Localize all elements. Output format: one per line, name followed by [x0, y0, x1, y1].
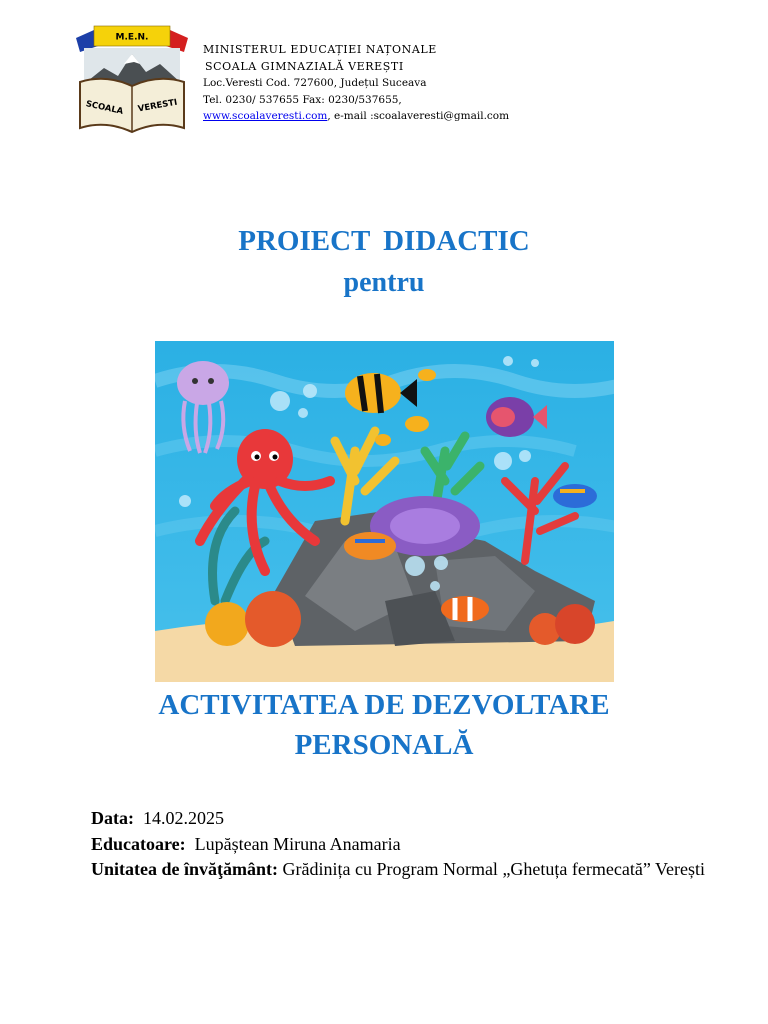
date-label: Data: — [91, 808, 134, 828]
activity-title-line1: ACTIVITATEA DE DEZVOLTARE — [158, 689, 610, 721]
activity-title-line2: PERSONALĂ — [294, 729, 474, 761]
unit-row — [91, 857, 711, 883]
ministry-name: MINISTERUL EDUCAȚIEI NAȚONALE — [203, 43, 437, 56]
school-phone-fax: Tel. 0230/ 537655 Fax: 0230/537655, — [203, 93, 402, 106]
teacher-label: Educatoare: — [91, 833, 186, 854]
school-name: SCOALA GIMNAZIALĂ VEREȘTI — [205, 59, 404, 73]
school-logo — [74, 24, 190, 134]
document-subtitle: pentru — [343, 267, 425, 298]
date-value: 14.02.2025 — [143, 808, 224, 828]
logo-book-left-text: SCOALA — [84, 99, 125, 117]
letterhead — [203, 42, 509, 125]
contact-line — [203, 108, 509, 125]
unit-value: Grădinița cu Program Normal „Ghetuța fermecată” Verești — [282, 859, 705, 879]
project-info — [91, 806, 711, 883]
teacher-row — [91, 832, 711, 858]
teacher-value: Lupăștean Miruna Anamaria — [194, 833, 401, 854]
logo-banner-text: M.E.N. — [115, 32, 149, 43]
date-row — [91, 806, 711, 832]
document-title: PROIECT DIDACTIC — [238, 225, 530, 257]
email-text: , e-mail :scoalaveresti@gmail.com — [327, 110, 510, 122]
activity-title — [0, 685, 768, 765]
logo-book-right-text: VERESTI — [137, 97, 179, 115]
website-link[interactable]: www.scoalaveresti.com — [203, 110, 328, 122]
underwater-illustration — [155, 341, 614, 682]
school-address: Loc.Veresti Cod. 727600, Județul Suceava — [203, 77, 427, 89]
unit-label: Unitatea de învăţământ: — [91, 859, 278, 879]
